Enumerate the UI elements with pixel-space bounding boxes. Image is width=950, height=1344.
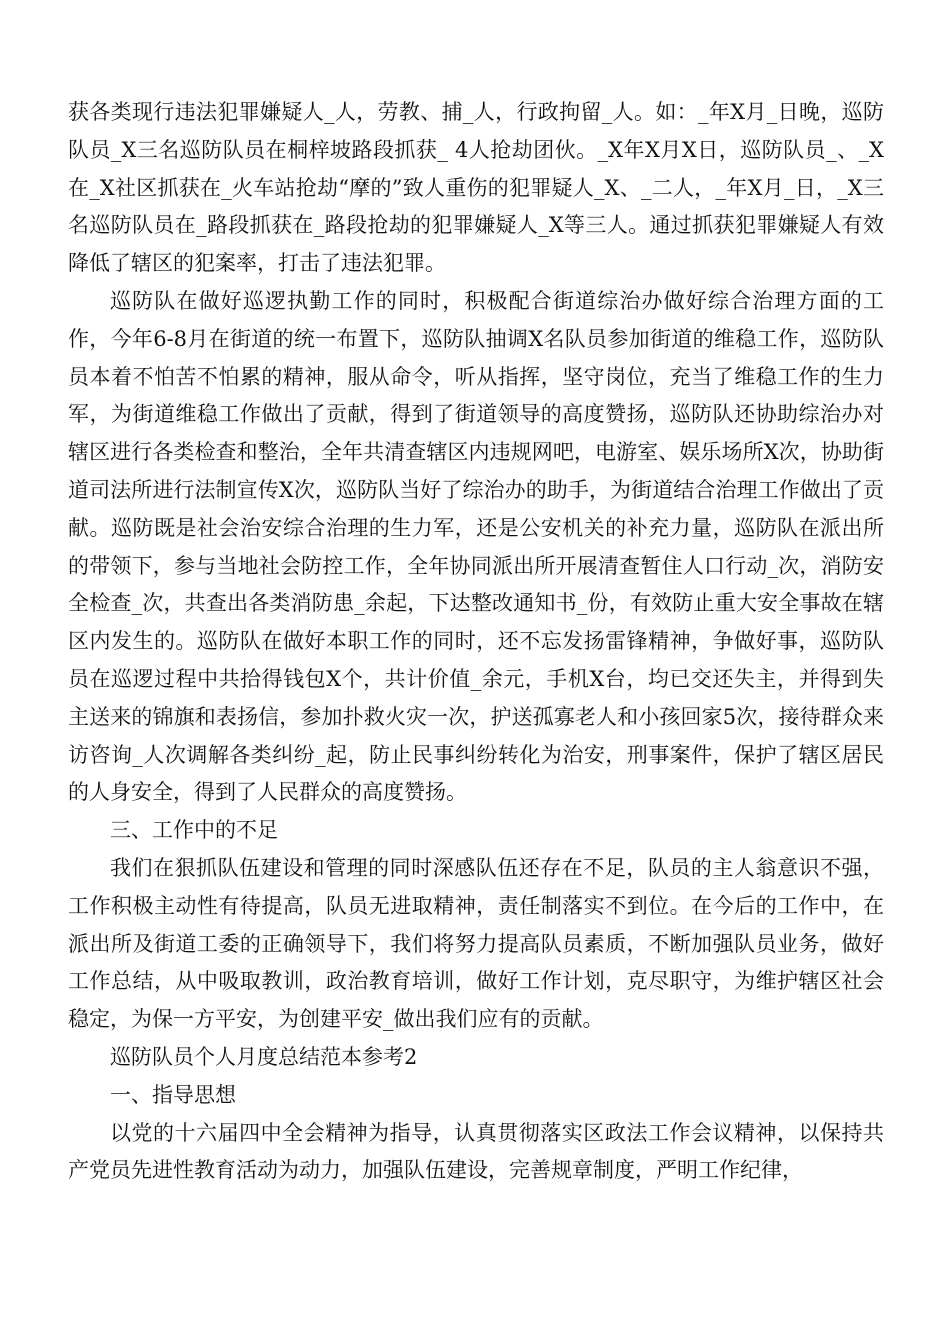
paragraph-arrests-summary: 获各类现行违法犯罪嫌疑人_人，劳教、捕_人，行政拘留_人。如：_年X月_日晚，巡防队员_X三名巡防队员在桐梓坡路段抓获_ 4人抢劫团伙。_X年X月X日，巡防队员_、_X在_X社区抓获在_火车站抢劫“摩的”致人重伤的犯罪疑人_X、_二人，_年X月_日，_X三名巡防队员在_路段抓获在_路段抢劫的犯罪嫌疑人_X等三人。通过抓获犯罪嫌疑人有效降低了辖区的犯案率，打击了违法犯罪。 bbox=[68, 100, 884, 276]
paragraph-shortcomings: 我们在狠抓队伍建设和管理的同时深感队伍还存在不足，队员的主人翁意识不强，工作积极主动性有待提高，队员无进取精神，责任制落实不到位。在今后的工作中，在派出所及街道工委的正确领导下，我们将努力提高队员素质，不断加强队员业务，做好工作总结，从中吸取教训，政治教育培训，做好工作计划，克尽职守，为维护辖区社会稳定，为保一方平安，为创建平安_做出我们应有的贡献。 bbox=[68, 855, 884, 1032]
document-subtitle-reference-2: 巡防队员个人月度总结范本参考2 bbox=[110, 1044, 418, 1069]
paragraph-guiding-ideology: 以党的十六届四中全会精神为指导，认真贯彻落实区政法工作会议精神，以保持共产党员先进性教育活动为动力，加强队伍建设，完善规章制度，严明工作纪律， bbox=[68, 1120, 884, 1183]
paragraph-patrol-cooperation: 巡防队在做好巡逻执勤工作的同时，积极配合街道综治办做好综合治理方面的工作，今年6-8月在街道的统一布置下，巡防队抽调X名队员参加街道的维稳工作，巡防队员本着不怕苦不怕累的精神，服从命令，听从指挥，坚守岗位，充当了维稳工作的生力军，为街道维稳工作做出了贡献，得到了街道领导的高度赞扬，巡防队还协助综治办对辖区进行各类检查和整治，全年共清查辖区内违规网吧，电游室、娱乐场所X次，协助街道司法所进行法制宣传X次，巡防队当好了综治办的助手，为街道结合治理工作做出了贡献。巡防既是社会治安综合治理的生力军，还是公安机关的补充力量，巡防队在派出所的带领下，参与当地社会防控工作，全年协同派出所开展清查暂住人口行动_次，消防安全检查_次，共查出各类消防患_余起，下达整改通知书_份，有效防止重大安全事故在辖区内发生的。巡防队在做好本职工作的同时，还不忘发扬雷锋精神，争做好事，巡防队员在巡逻过程中共拾得钱包X个，共计价值_余元，手机X台，均已交还失主，并得到失主送来的锦旗和表扬信，参加扑救火灾一次，护送孤寡老人和小孩回家5次，接待群众来访咨询_人次调解各类纠纷_起，防止民事纠纷转化为治安，刑事案件，保护了辖区居民的人身安全，得到了人民群众的高度赞扬。 bbox=[68, 288, 884, 805]
section-heading-guiding-ideology: 一、指导思想 bbox=[110, 1082, 236, 1107]
document-body bbox=[68, 94, 884, 1190]
section-heading-shortcomings: 三、工作中的不足 bbox=[110, 818, 278, 843]
